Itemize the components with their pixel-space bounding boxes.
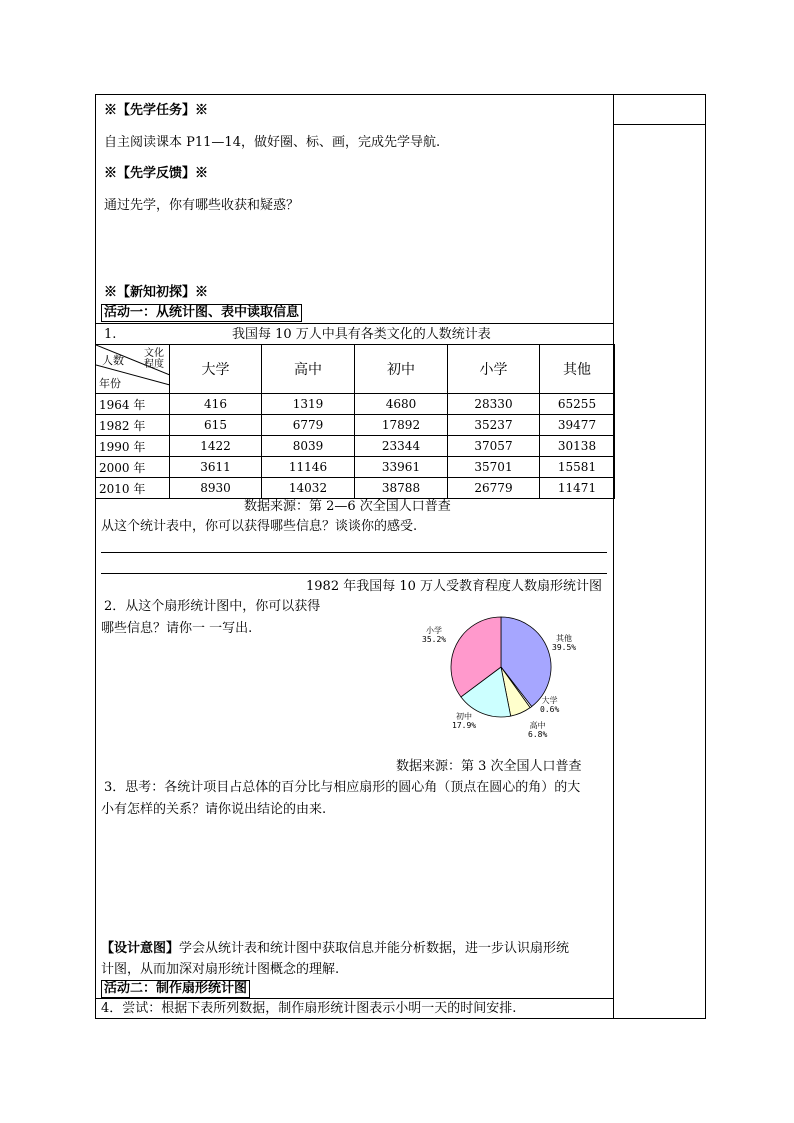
page-frame	[95, 94, 706, 1019]
design-intent-line1	[101, 941, 569, 957]
table-cell: 30138	[540, 436, 615, 457]
slice-percent: 39.5%	[552, 643, 577, 652]
slice-percent: 35.2%	[422, 635, 447, 644]
corner-label-mid: 人数	[102, 354, 124, 367]
slice-name: 大学	[541, 696, 558, 705]
table-cell: 416	[170, 394, 262, 415]
table-cell: 35237	[448, 415, 540, 436]
pie-label-junior-high	[452, 712, 476, 730]
row-year: 2010 年	[96, 478, 170, 499]
table-cell: 23344	[355, 436, 448, 457]
slice-name: 高中	[529, 721, 546, 730]
pre-feedback-text: 通过先学，你有哪些收获和疑惑？	[104, 198, 300, 213]
row-year: 2000 年	[96, 457, 170, 478]
table-cell: 11146	[262, 457, 355, 478]
table-cell: 1319	[262, 394, 355, 415]
table-row	[96, 457, 615, 478]
table-corner-cell	[96, 345, 170, 394]
design-intent-text1: 学会从统计表和统计图中获取信息并能分析数据，进一步认识扇形统	[179, 941, 570, 956]
divider	[95, 998, 614, 999]
row-year: 1982 年	[96, 415, 170, 436]
table-cell: 1422	[170, 436, 262, 457]
table-cell: 17892	[355, 415, 448, 436]
table-cell: 6779	[262, 415, 355, 436]
table-cell: 15581	[540, 457, 615, 478]
table-cell: 14032	[262, 478, 355, 499]
pie-label-primary	[422, 626, 446, 644]
divider	[95, 323, 614, 324]
row-year: 1990 年	[96, 436, 170, 457]
table-cell: 65255	[540, 394, 615, 415]
table-row	[96, 415, 615, 436]
education-pie-chart	[448, 614, 554, 720]
table-row	[96, 436, 615, 457]
activity1-title: 活动一：从统计图、表中读取信息	[101, 304, 302, 322]
pie-label-university	[540, 696, 559, 714]
corner-label-bottom: 年份	[99, 377, 121, 390]
table-title: 我国每 10 万人中具有各类文化的人数统计表	[232, 327, 491, 342]
column-header: 高中	[262, 345, 355, 394]
table-cell: 39477	[540, 415, 615, 436]
slice-percent: 0.6%	[540, 705, 560, 714]
pre-task-text: 自主阅读课本 P11—14，做好圈、标、画，完成先学导航.	[104, 135, 441, 150]
answer-line	[101, 552, 607, 553]
activity2-title: 活动二：制作扇形统计图	[101, 980, 250, 998]
table-cell: 11471	[540, 478, 615, 499]
table-cell: 38788	[355, 478, 448, 499]
table-source: 数据来源：第 2—6 次全国人口普查	[244, 499, 451, 514]
table-question: 从这个统计表中，你可以获得哪些信息？谈谈你的感受.	[101, 519, 418, 534]
design-intent-label: 【设计意图】	[101, 941, 180, 956]
answer-line	[101, 573, 607, 574]
education-stat-table	[95, 344, 615, 499]
slice-percent: 6.8%	[528, 730, 548, 739]
column-header: 初中	[355, 345, 448, 394]
pre-task-heading: ※【先学任务】※	[104, 103, 209, 118]
pie-source: 数据来源：第 3 次全国人口普查	[396, 759, 582, 774]
corner-label-top2: 程度	[144, 359, 164, 370]
table-cell: 4680	[355, 394, 448, 415]
item1-number: 1.	[104, 327, 117, 342]
table-row	[96, 478, 615, 499]
corner-label-top: 文化	[144, 348, 164, 359]
item4-text: 4．尝试：根据下表所列数据，制作扇形统计图表示小明一天的时间安排.	[101, 1001, 517, 1016]
table-cell: 8930	[170, 478, 262, 499]
row-year: 1964 年	[96, 394, 170, 415]
item3-line1: 3．思考：各统计项目占总体的百分比与相应扇形的圆心角（顶点在圆心的角）的大	[104, 780, 581, 795]
pre-feedback-heading: ※【先学反馈】※	[104, 166, 209, 181]
table-header-row	[96, 345, 615, 394]
slice-name: 其他	[556, 634, 573, 643]
column-header: 其他	[540, 345, 615, 394]
slice-percent: 17.9%	[452, 721, 477, 730]
pie-label-senior-high	[528, 721, 547, 739]
pie-chart-title: 1982 年我国每 10 万人受教育程度人数扇形统计图	[306, 579, 603, 594]
table-cell: 35701	[448, 457, 540, 478]
column-header: 小学	[448, 345, 540, 394]
column-header: 大学	[170, 345, 262, 394]
table-cell: 26779	[448, 478, 540, 499]
table-cell: 37057	[448, 436, 540, 457]
item2-line2: 哪些信息？请你一 一写出.	[101, 621, 253, 636]
pie-label-other	[552, 634, 576, 652]
design-intent-line2: 计图，从而加深对扇形统计图概念的理解.	[101, 962, 340, 977]
table-cell: 3611	[170, 457, 262, 478]
right-column-header-divider	[614, 124, 706, 125]
column-divider	[613, 94, 614, 1019]
new-explore-heading: ※【新知初探】※	[104, 285, 209, 300]
slice-name: 小学	[426, 626, 443, 635]
slice-name: 初中	[456, 712, 473, 721]
item2-line1: 2．从这个扇形统计图中，你可以获得	[104, 599, 321, 614]
table-row	[96, 394, 615, 415]
table-cell: 28330	[448, 394, 540, 415]
table-cell: 33961	[355, 457, 448, 478]
item3-line2: 小有怎样的关系？请你说出结论的由来.	[101, 802, 327, 817]
table-cell: 8039	[262, 436, 355, 457]
table-cell: 615	[170, 415, 262, 436]
